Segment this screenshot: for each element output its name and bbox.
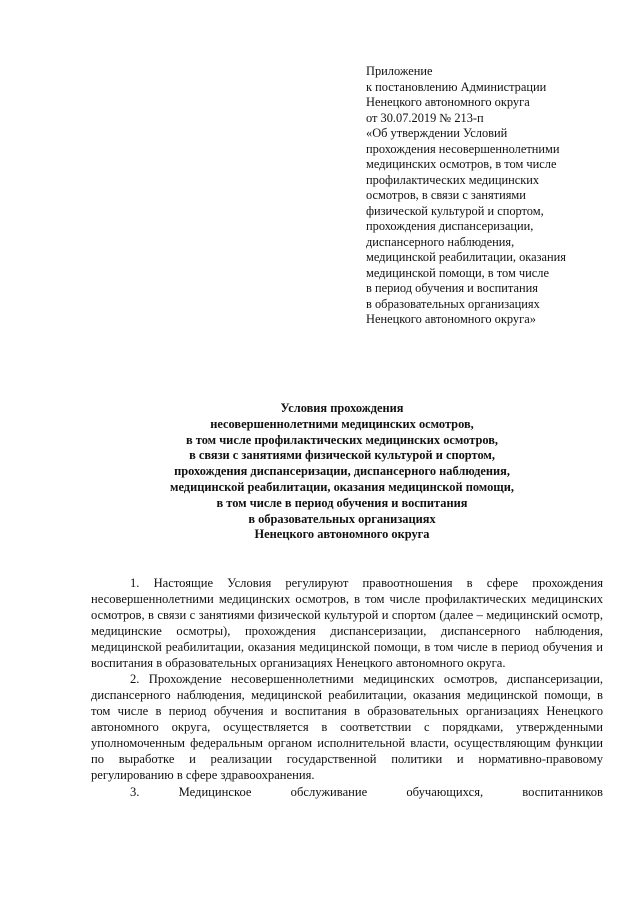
appendix-line: профилактических медицинских: [366, 172, 540, 187]
paragraph-1: 1. Настоящие Условия регулируют правоотношения в сфере прохождения несовершеннолетними медицинских осмотров, в том числе профилактических медицинских осмотров, в связи с занятиями физической культурой и спортом (далее – медицинский осмотр, медицинские осмотры), прохождения диспансеризации, диспансерного наблюдения, медицинской реабилитации, оказания медицинской помощи, в том числе в период обучения и воспитания в образовательных организациях Ненецкого автономного округа.: [91, 576, 603, 670]
appendix-line: Ненецкого автономного округа: [366, 95, 530, 109]
title-line: Условия прохождения: [280, 401, 404, 415]
title-line: в связи с занятиями физической культурой и спортом,: [189, 448, 495, 463]
appendix-line: физической культурой и спортом,: [366, 203, 544, 218]
appendix-line: медицинской помощи, в том числе: [366, 265, 549, 280]
appendix-line: медицинской реабилитации, оказания: [366, 250, 566, 264]
title-line: в том числе профилактических медицинских осмотров,: [185, 432, 499, 447]
title-line: медицинской реабилитации, оказания медицинской помощи,: [170, 479, 514, 494]
title-line: в образовательных организациях: [248, 511, 436, 526]
appendix-line: прохождения диспансеризации,: [366, 219, 534, 233]
document-title: [80, 401, 604, 543]
appendix-line: к постановлению Администрации: [366, 79, 547, 94]
appendix-line: в образовательных организациях: [366, 296, 540, 311]
title-line: несовершеннолетними медицинских осмотров,: [210, 416, 474, 431]
appendix-line: Ненецкого автономного округа»: [366, 312, 536, 326]
appendix-line: от 30.07.2019 № 213-п: [366, 110, 484, 125]
title-line: в том числе в период обучения и воспитания: [216, 495, 468, 510]
paragraph-2: 2. Прохождение несовершеннолетними медицинских осмотров, диспансеризации, диспансерного наблюдения, медицинской реабилитации, оказания медицинской помощи, в том числе в период обучения и воспитания в образовательных организациях Ненецкого автономного округа, осуществляется в соответствии с порядками, утвержденными уполномоченным федеральным органом исполнительной власти, осуществляющим функции по выработке и реализации государственной политики и нормативно-правовому регулированию в сфере здравоохранения.: [91, 672, 603, 782]
appendix-line: медицинских осмотров, в том числе: [366, 157, 557, 171]
title-line: Ненецкого автономного округа: [254, 527, 430, 542]
appendix-line: осмотров, в связи с занятиями: [366, 188, 526, 202]
title-line: прохождения диспансеризации, диспансерного наблюдения,: [174, 464, 510, 479]
appendix-line: прохождения несовершеннолетними: [366, 141, 560, 156]
appendix-line: Приложение: [366, 64, 433, 78]
appendix-line: диспансерного наблюдения,: [366, 234, 515, 249]
appendix-line: в период обучения и воспитания: [366, 281, 538, 295]
paragraph-3: 3. Медицинское обслуживание обучающихся, воспитанников: [130, 784, 603, 799]
appendix-block: [366, 64, 616, 328]
appendix-line: «Об утверждении Условий: [366, 126, 508, 140]
document-body: [91, 576, 603, 802]
